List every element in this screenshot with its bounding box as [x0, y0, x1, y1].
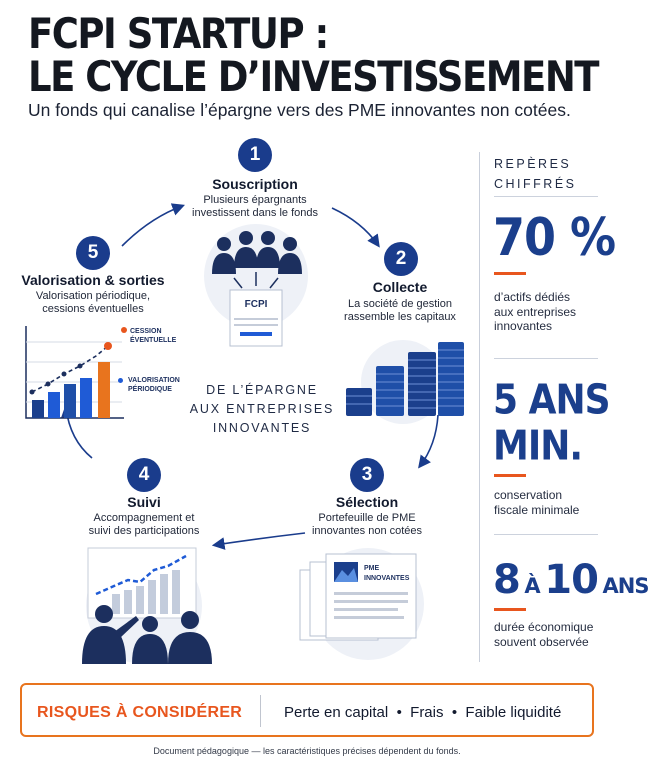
step-3-desc: Portefeuille de PME innovantes non cotées — [311, 512, 423, 537]
stat-3-accent — [494, 608, 526, 611]
arrow-5-to-1 — [122, 206, 182, 246]
stat-3-desc: durée économique souvent observée — [494, 620, 594, 649]
step-1-number: 1 — [238, 138, 272, 172]
step-3-title: Sélection — [335, 494, 399, 510]
legend-valorisation-label: VALORISATION PÉRIODIQUE — [128, 377, 180, 393]
investors-icon — [190, 222, 322, 350]
stat-2-desc: conservation fiscale minimale — [494, 488, 580, 517]
page-subtitle: Un fonds qui canalise l’épargne vers des PME innovantes non cotées. — [28, 100, 571, 120]
fcpi-doc-label: FCPI — [244, 299, 268, 310]
legend-valorisation-dot — [118, 378, 123, 383]
cycle-center-text: DE L’ÉPARGNE AUX ENTREPRISES INNOVANTES — [189, 383, 335, 435]
step-2-title: Collecte — [372, 279, 428, 295]
stat-2-accent — [494, 474, 526, 477]
sidebar-separator — [494, 358, 598, 359]
page-title: FCPI STARTUP : — [28, 10, 328, 59]
legend-cession-label: CESSION ÉVENTUELLE — [130, 328, 177, 344]
step-2-number: 2 — [384, 242, 418, 276]
stat-1-desc: d’actifs dédiés aux entreprises innovantes — [494, 290, 577, 333]
meeting-chart-icon — [66, 540, 222, 664]
step-1-desc: Plusieurs épargnants investissent dans le fonds — [192, 194, 318, 219]
stat-3-value: 8 À 10 ANS — [493, 557, 648, 603]
arrow-1-to-2 — [332, 208, 378, 245]
step-5-desc: Valorisation périodique, cessions éventuelles — [35, 290, 151, 315]
coin-stacks-icon — [338, 332, 468, 424]
page-title-line2: LE CYCLE D’INVESTISSEMENT — [28, 53, 599, 102]
bar-chart-icon — [20, 322, 128, 422]
stat-1-value: 70 % — [493, 206, 616, 268]
step-3-number: 3 — [350, 458, 384, 492]
risks-divider — [260, 695, 261, 727]
stat-2-value: 5 ANS MIN. — [493, 376, 610, 470]
pme-doc-label-2: INNOVANTES — [364, 575, 410, 582]
step-5-number: 5 — [76, 236, 110, 270]
risks-items: Perte en capital • Frais • Faible liquidité — [284, 704, 562, 721]
sidebar-divider — [479, 152, 480, 662]
sidebar-separator — [494, 534, 598, 535]
step-4-desc: Accompagnement et suivi des participations — [88, 512, 200, 537]
portfolio-documents-icon — [296, 540, 436, 662]
footer-note: Document pédagogique — les caractéristiques précises dépendent du fonds. — [153, 746, 461, 756]
sidebar-title: REPÈRES CHIFFRÉS — [494, 157, 577, 191]
step-5-title: Valorisation & sorties — [21, 272, 165, 288]
risks-title: RISQUES À CONSIDÉRER — [37, 704, 243, 721]
step-4-title: Suivi — [127, 494, 161, 510]
step-4-number: 4 — [127, 458, 161, 492]
sidebar-separator — [494, 196, 598, 197]
step-2-desc: La société de gestion rassemble les capitaux — [344, 298, 456, 323]
pme-doc-label: PME — [364, 565, 380, 572]
step-1-title: Souscription — [212, 176, 298, 192]
stat-1-accent — [494, 272, 526, 275]
legend-cession-dot — [121, 327, 127, 333]
